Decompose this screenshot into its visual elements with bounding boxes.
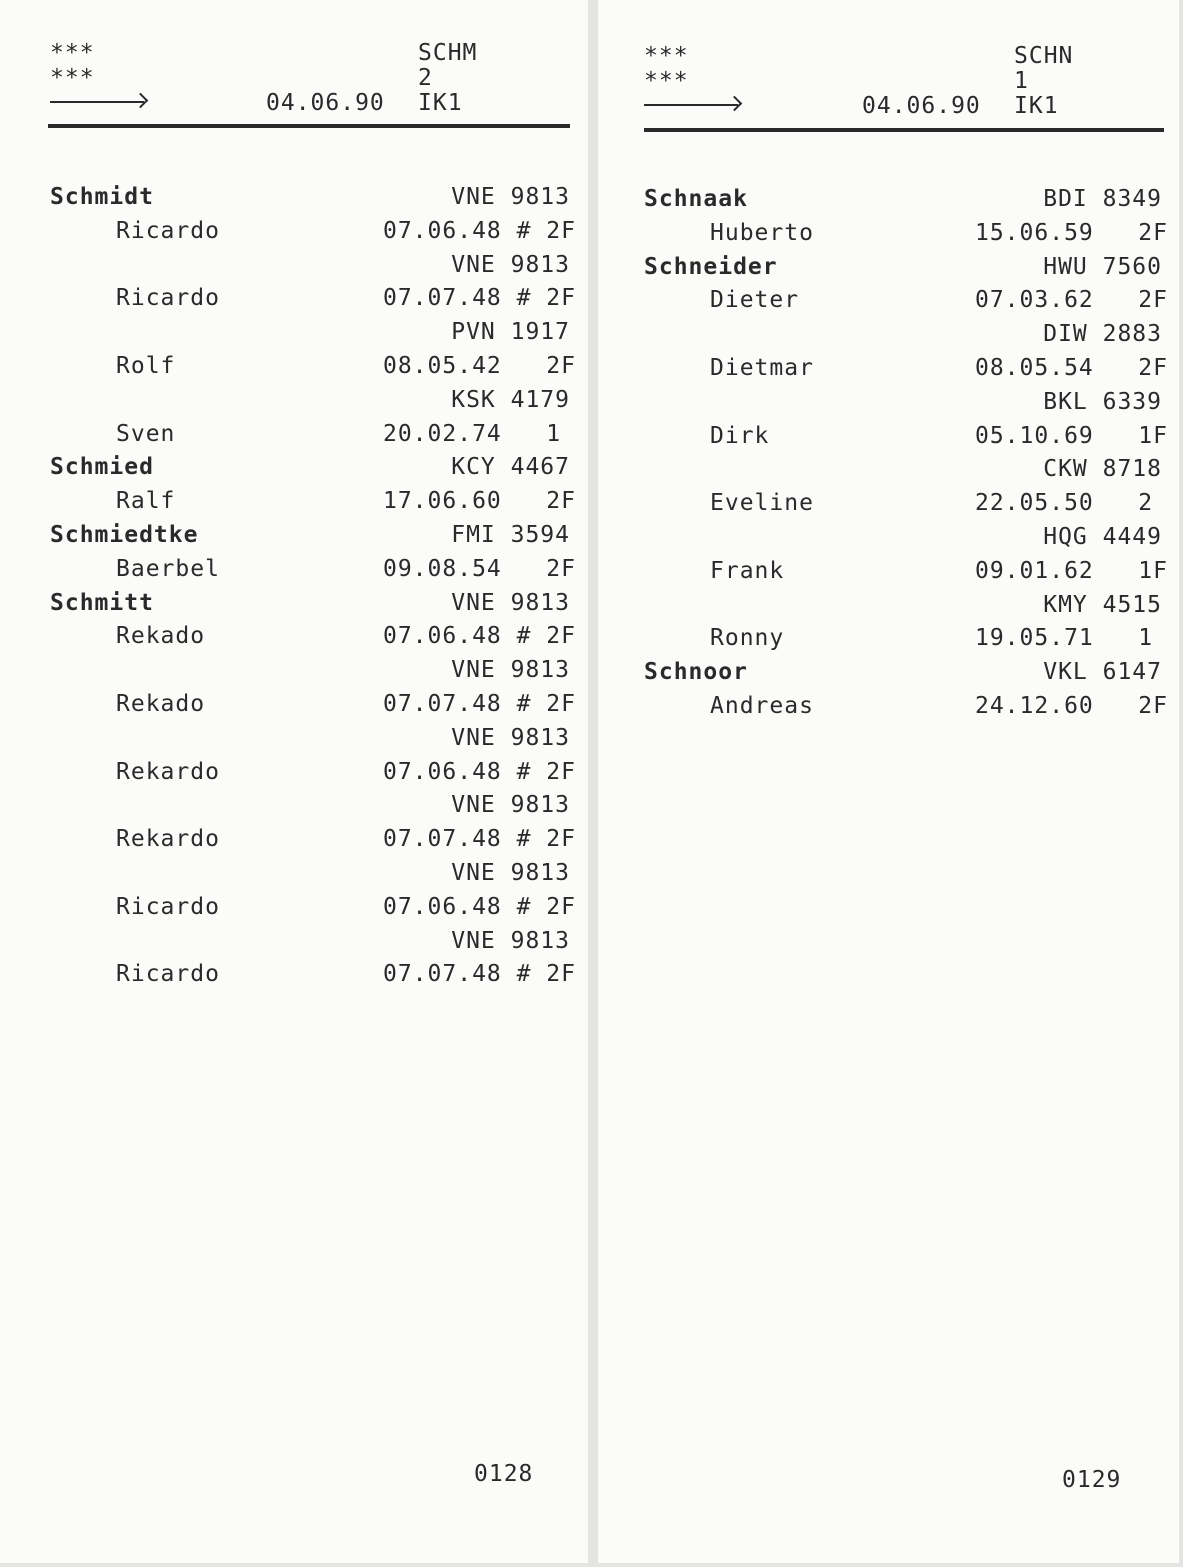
given-name: Rekardo <box>116 758 220 785</box>
header-stars-line-2: *** <box>50 65 95 91</box>
surname: Schmied <box>50 454 154 481</box>
entry-list <box>644 183 1168 724</box>
birth-date-code: 07.07.48 # 2F <box>382 690 576 717</box>
given-name: Ricardo <box>116 961 220 988</box>
list-item <box>644 656 1168 690</box>
birth-date-code: 09.01.62 1F <box>974 557 1168 584</box>
given-name: Sven <box>116 420 176 447</box>
id-code: KSK 4179 <box>451 386 570 413</box>
id-code: PVN 1917 <box>451 319 570 346</box>
header-stars-line-1: *** <box>50 40 95 66</box>
given-name: Ricardo <box>116 893 220 920</box>
birth-date-code: 05.10.69 1F <box>974 422 1168 449</box>
given-name: Dirk <box>710 422 770 449</box>
birth-date-code: 08.05.54 2F <box>974 354 1168 381</box>
given-name: Dieter <box>710 287 800 314</box>
header-date: 04.06.90 <box>266 90 385 116</box>
birth-date-code: 17.06.60 2F <box>382 488 576 515</box>
surname: Schmidt <box>50 184 154 210</box>
list-item <box>50 350 576 384</box>
list-item <box>644 487 1168 521</box>
list-item <box>644 521 1168 555</box>
id-code: VNE 9813 <box>451 657 570 684</box>
birth-date-code: 07.06.48 # 2F <box>382 758 576 785</box>
id-code: VNE 9813 <box>451 589 570 616</box>
birth-date-code: 07.07.48 # 2F <box>382 961 576 988</box>
list-item <box>50 891 576 925</box>
list-item <box>50 316 576 350</box>
given-name: Dietmar <box>710 354 814 381</box>
list-item <box>644 318 1168 352</box>
list-item <box>644 183 1168 217</box>
id-code: VNE 9813 <box>451 251 570 278</box>
list-item <box>644 251 1168 285</box>
id-code: KMY 4515 <box>1043 591 1162 618</box>
printout-page-right <box>598 0 1179 1563</box>
list-item <box>644 555 1168 589</box>
header-stars-line-2: *** <box>644 68 689 94</box>
birth-date-code: 07.06.48 # 2F <box>382 217 576 244</box>
surname: Schmitt <box>50 589 154 616</box>
list-item <box>50 418 576 452</box>
id-code: BKL 6339 <box>1043 388 1162 415</box>
header-suffix: IK1 <box>418 90 463 116</box>
birth-date-code: 22.05.50 2 <box>974 490 1168 517</box>
given-name: Rekado <box>116 623 206 650</box>
list-item <box>644 217 1168 251</box>
birth-date-code: 07.06.48 # 2F <box>382 893 576 920</box>
surname: Schneider <box>644 253 778 280</box>
list-item <box>644 690 1168 724</box>
list-item <box>50 688 576 722</box>
birth-date-code: 07.07.48 # 2F <box>382 826 576 853</box>
list-item <box>644 420 1168 454</box>
id-code: DIW 2883 <box>1043 321 1162 348</box>
list-item <box>644 453 1168 487</box>
list-item <box>644 386 1168 420</box>
given-name: Eveline <box>710 490 814 517</box>
birth-date-code: 08.05.42 2F <box>382 352 576 379</box>
arrow-right-icon <box>644 104 738 106</box>
id-code: FMI 3594 <box>451 521 570 548</box>
list-item <box>50 181 576 215</box>
list-item <box>50 722 576 756</box>
printout-page-left <box>0 0 588 1563</box>
birth-date-code: 07.03.62 2F <box>974 287 1168 314</box>
list-item <box>50 925 576 959</box>
given-name: Ricardo <box>116 217 220 244</box>
page-number: 0129 <box>1062 1467 1122 1493</box>
id-code: HQG 4449 <box>1043 523 1162 550</box>
id-code: VNE 9813 <box>451 184 570 210</box>
header-code: SCHN <box>1014 43 1074 69</box>
id-code: CKW 8718 <box>1043 456 1162 483</box>
list-item <box>644 622 1168 656</box>
page-number: 0128 <box>474 1461 534 1487</box>
list-item <box>50 789 576 823</box>
birth-date-code: 20.02.74 1 <box>382 420 576 447</box>
birth-date-code: 09.08.54 2F <box>382 555 576 582</box>
header-number: 2 <box>418 65 433 91</box>
header-stars-line-1: *** <box>644 43 689 69</box>
birth-date-code: 07.06.48 # 2F <box>382 623 576 650</box>
header-suffix: IK1 <box>1014 93 1059 119</box>
header-code: SCHM <box>418 40 478 66</box>
given-name: Ricardo <box>116 285 220 312</box>
surname: Schmiedtke <box>50 521 199 548</box>
list-item <box>644 589 1168 623</box>
given-name: Rolf <box>116 352 176 379</box>
id-code: VKL 6147 <box>1043 659 1162 686</box>
id-code: VNE 9813 <box>451 724 570 751</box>
given-name: Ralf <box>116 488 176 515</box>
list-item <box>50 620 576 654</box>
list-item <box>50 823 576 857</box>
list-item <box>50 282 576 316</box>
list-item <box>50 215 576 249</box>
arrow-right-icon <box>50 101 144 103</box>
given-name: Andreas <box>710 692 814 719</box>
list-item <box>50 384 576 418</box>
birth-date-code: 15.06.59 2F <box>974 219 1168 246</box>
given-name: Rekardo <box>116 826 220 853</box>
id-code: KCY 4467 <box>451 454 570 481</box>
birth-date-code: 24.12.60 2F <box>974 692 1168 719</box>
header-date: 04.06.90 <box>862 93 981 119</box>
surname: Schnaak <box>644 186 748 212</box>
entry-list <box>50 181 576 992</box>
header-divider <box>48 124 570 128</box>
id-code: HWU 7560 <box>1043 253 1162 280</box>
surname: Schnoor <box>644 659 748 686</box>
id-code: VNE 9813 <box>451 792 570 819</box>
birth-date-code: 19.05.71 1 <box>974 625 1168 652</box>
list-item <box>50 519 576 553</box>
birth-date-code: 07.07.48 # 2F <box>382 285 576 312</box>
given-name: Frank <box>710 557 785 584</box>
given-name: Huberto <box>710 219 814 246</box>
list-item <box>50 756 576 790</box>
header-number: 1 <box>1014 68 1029 94</box>
list-item <box>50 485 576 519</box>
list-item <box>644 284 1168 318</box>
header-divider <box>644 128 1164 132</box>
list-item <box>50 857 576 891</box>
list-item <box>644 352 1168 386</box>
id-code: VNE 9813 <box>451 859 570 886</box>
list-item <box>50 958 576 992</box>
given-name: Ronny <box>710 625 785 652</box>
id-code: VNE 9813 <box>451 927 570 954</box>
id-code: BDI 8349 <box>1043 186 1162 212</box>
list-item <box>50 249 576 283</box>
list-item <box>50 553 576 587</box>
given-name: Baerbel <box>116 555 220 582</box>
list-item <box>50 654 576 688</box>
list-item <box>50 451 576 485</box>
given-name: Rekado <box>116 690 206 717</box>
list-item <box>50 587 576 621</box>
